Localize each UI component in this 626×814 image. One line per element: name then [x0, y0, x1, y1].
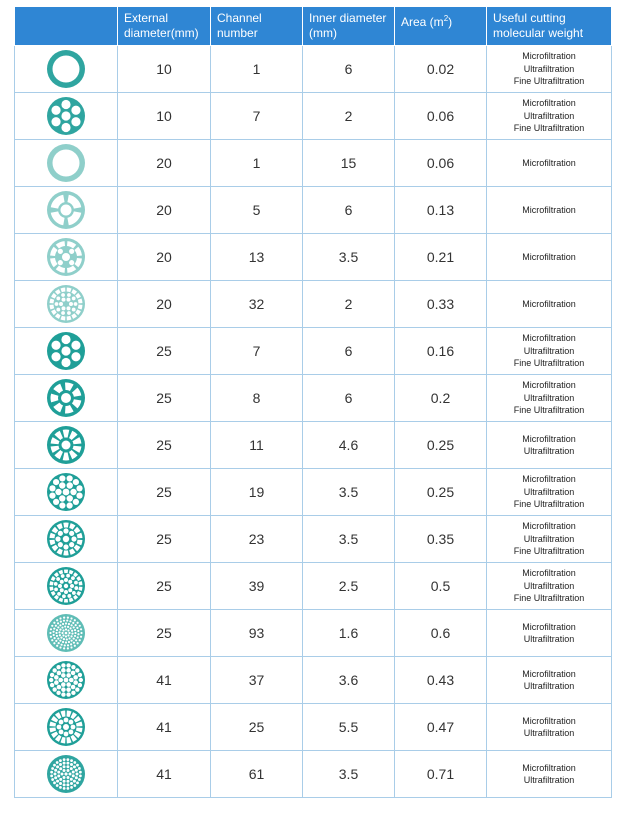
- external-diameter-cell: 41: [118, 751, 211, 798]
- filtration-type: Microfiltration: [522, 762, 576, 773]
- channel-cross-section-cell: [15, 422, 118, 469]
- useful-cutting-cell: [487, 657, 612, 704]
- inner-diameter-cell: 15: [303, 140, 395, 187]
- header-inner-diameter: Inner diameter (mm): [303, 7, 395, 46]
- header-area: [395, 7, 487, 46]
- useful-cutting-cell: [487, 422, 612, 469]
- external-diameter-cell: 25: [118, 469, 211, 516]
- channel-number-cell: 8: [211, 375, 303, 422]
- useful-cutting-cell: [487, 46, 612, 93]
- channel-number-cell: 11: [211, 422, 303, 469]
- nineteen-channel-icon: [46, 472, 86, 512]
- filtration-list: [522, 668, 576, 693]
- external-diameter-cell: 10: [118, 46, 211, 93]
- filtration-type: Microfiltration: [522, 668, 576, 679]
- header-channel-number: Channel number: [211, 7, 303, 46]
- table-row: [15, 93, 612, 140]
- table-row: [15, 375, 612, 422]
- area-cell: 0.06: [395, 140, 487, 187]
- table-row: [15, 469, 612, 516]
- filtration-list: [522, 621, 576, 646]
- filtration-list: [514, 473, 585, 511]
- filtration-list: [514, 50, 585, 88]
- filtration-type: Microfiltration: [522, 51, 576, 62]
- channel-cross-section-cell: [15, 187, 118, 234]
- external-diameter-cell: 25: [118, 563, 211, 610]
- channel-number-cell: 61: [211, 751, 303, 798]
- filtration-type: Ultrafiltration: [523, 681, 575, 691]
- table-row: [15, 704, 612, 751]
- channel-cross-section-cell: [15, 234, 118, 281]
- channel-number-cell: 5: [211, 187, 303, 234]
- area-cell: 0.02: [395, 46, 487, 93]
- filtration-type: Ultrafiltration: [523, 446, 575, 456]
- filtration-type: Microfiltration: [522, 204, 576, 215]
- filtration-type: Ultrafiltration: [523, 728, 575, 738]
- useful-cutting-cell: [487, 516, 612, 563]
- external-diameter-cell: 10: [118, 93, 211, 140]
- table-row: [15, 328, 612, 375]
- filtration-type: Fine Ultrafiltration: [513, 358, 585, 369]
- eight-channel-icon: [46, 378, 86, 418]
- inner-diameter-cell: 6: [303, 187, 395, 234]
- filtration-type: Microfiltration: [522, 157, 576, 168]
- useful-cutting-cell: [487, 469, 612, 516]
- filtration-type: Ultrafiltration: [523, 345, 575, 356]
- area-cell: 0.21: [395, 234, 487, 281]
- header-area-superscript: 2: [443, 14, 449, 23]
- table-row: [15, 751, 612, 798]
- table-row: [15, 516, 612, 563]
- spec-table-container: [14, 6, 611, 798]
- filtration-type: Fine Ultrafiltration: [513, 123, 585, 134]
- filtration-type: Microfiltration: [522, 568, 576, 579]
- filtration-type: Fine Ultrafiltration: [513, 76, 585, 87]
- filtration-type: Fine Ultrafiltration: [513, 546, 585, 557]
- header-useful-cutting: Useful cutting molecular weight: [487, 7, 612, 46]
- channel-cross-section-cell: [15, 563, 118, 610]
- table-row: [15, 422, 612, 469]
- inner-diameter-cell: 3.6: [303, 657, 395, 704]
- filtration-list: [522, 204, 576, 217]
- channel-number-cell: 23: [211, 516, 303, 563]
- area-cell: 0.71: [395, 751, 487, 798]
- useful-cutting-cell: [487, 140, 612, 187]
- filtration-type: Fine Ultrafiltration: [513, 593, 585, 604]
- area-cell: 0.13: [395, 187, 487, 234]
- inner-diameter-cell: 3.5: [303, 234, 395, 281]
- inner-diameter-cell: 6: [303, 46, 395, 93]
- area-cell: 0.6: [395, 610, 487, 657]
- channel-number-cell: 1: [211, 46, 303, 93]
- useful-cutting-cell: [487, 328, 612, 375]
- inner-diameter-cell: 5.5: [303, 704, 395, 751]
- single-channel-icon: [46, 143, 86, 183]
- external-diameter-cell: 20: [118, 140, 211, 187]
- filtration-list: [514, 332, 585, 370]
- external-diameter-cell: 20: [118, 281, 211, 328]
- channel-cross-section-cell: [15, 93, 118, 140]
- header-area-close: ): [448, 15, 453, 29]
- channel-number-cell: 93: [211, 610, 303, 657]
- channel-number-cell: 1: [211, 140, 303, 187]
- channel-number-cell: 39: [211, 563, 303, 610]
- channel-cross-section-cell: [15, 469, 118, 516]
- inner-diameter-cell: 2.5: [303, 563, 395, 610]
- channel-cross-section-cell: [15, 46, 118, 93]
- filtration-type: Ultrafiltration: [523, 392, 575, 403]
- membrane-spec-table: [14, 6, 612, 798]
- table-row: [15, 234, 612, 281]
- filtration-type: Ultrafiltration: [523, 634, 575, 644]
- external-diameter-cell: 20: [118, 187, 211, 234]
- area-cell: 0.16: [395, 328, 487, 375]
- channel-number-cell: 25: [211, 704, 303, 751]
- seven-channel-icon: [46, 331, 86, 371]
- filtration-type: Ultrafiltration: [523, 486, 575, 497]
- table-row: [15, 140, 612, 187]
- useful-cutting-cell: [487, 93, 612, 140]
- inner-diameter-cell: 3.5: [303, 751, 395, 798]
- filtration-type: Microfiltration: [522, 474, 576, 485]
- area-cell: 0.25: [395, 422, 487, 469]
- filtration-list: [522, 157, 576, 170]
- twentythree-channel-icon: [46, 519, 86, 559]
- channel-cross-section-cell: [15, 657, 118, 704]
- useful-cutting-cell: [487, 704, 612, 751]
- twentyfive-channel-icon: [46, 707, 86, 747]
- area-cell: 0.5: [395, 563, 487, 610]
- thirtyseven-channel-icon: [46, 660, 86, 700]
- five-channel-icon: [46, 190, 86, 230]
- inner-diameter-cell: 4.6: [303, 422, 395, 469]
- channel-number-cell: 19: [211, 469, 303, 516]
- filtration-type: Microfiltration: [522, 433, 576, 444]
- table-row: [15, 563, 612, 610]
- table-body: [15, 46, 612, 798]
- useful-cutting-cell: [487, 187, 612, 234]
- eleven-channel-icon: [46, 425, 86, 465]
- seven-channel-icon: [46, 96, 86, 136]
- channel-cross-section-cell: [15, 375, 118, 422]
- useful-cutting-cell: [487, 281, 612, 328]
- sixtyone-channel-icon: [46, 754, 86, 794]
- external-diameter-cell: 25: [118, 610, 211, 657]
- inner-diameter-cell: 2: [303, 93, 395, 140]
- filtration-type: Ultrafiltration: [523, 533, 575, 544]
- channel-number-cell: 7: [211, 328, 303, 375]
- channel-number-cell: 37: [211, 657, 303, 704]
- filtration-type: Fine Ultrafiltration: [513, 405, 585, 416]
- useful-cutting-cell: [487, 610, 612, 657]
- filtration-type: Ultrafiltration: [523, 580, 575, 591]
- ninetythree-channel-icon: [46, 613, 86, 653]
- filtration-list: [514, 520, 585, 558]
- inner-diameter-cell: 1.6: [303, 610, 395, 657]
- filtration-list: [522, 715, 576, 740]
- filtration-type: Ultrafiltration: [523, 775, 575, 785]
- thirteen-channel-icon: [46, 237, 86, 277]
- useful-cutting-cell: [487, 751, 612, 798]
- thirtynine-channel-icon: [46, 566, 86, 606]
- area-cell: 0.35: [395, 516, 487, 563]
- channel-cross-section-cell: [15, 610, 118, 657]
- external-diameter-cell: 20: [118, 234, 211, 281]
- channel-cross-section-cell: [15, 751, 118, 798]
- filtration-type: Microfiltration: [522, 621, 576, 632]
- external-diameter-cell: 25: [118, 328, 211, 375]
- header-area-label: Area (m: [401, 15, 444, 29]
- area-cell: 0.33: [395, 281, 487, 328]
- table-row: [15, 281, 612, 328]
- channel-cross-section-cell: [15, 328, 118, 375]
- inner-diameter-cell: 6: [303, 328, 395, 375]
- filtration-type: Microfiltration: [522, 521, 576, 532]
- area-cell: 0.25: [395, 469, 487, 516]
- inner-diameter-cell: 2: [303, 281, 395, 328]
- filtration-list: [522, 251, 576, 264]
- useful-cutting-cell: [487, 234, 612, 281]
- useful-cutting-cell: [487, 375, 612, 422]
- filtration-type: Microfiltration: [522, 298, 576, 309]
- inner-diameter-cell: 3.5: [303, 469, 395, 516]
- filtration-list: [522, 298, 576, 311]
- channel-cross-section-cell: [15, 140, 118, 187]
- thirtytwo-channel-icon: [46, 284, 86, 324]
- table-row: [15, 610, 612, 657]
- single-channel-icon: [46, 49, 86, 89]
- inner-diameter-cell: 3.5: [303, 516, 395, 563]
- filtration-list: [514, 567, 585, 605]
- external-diameter-cell: 41: [118, 704, 211, 751]
- channel-cross-section-cell: [15, 704, 118, 751]
- filtration-type: Microfiltration: [522, 715, 576, 726]
- external-diameter-cell: 41: [118, 657, 211, 704]
- area-cell: 0.47: [395, 704, 487, 751]
- useful-cutting-cell: [487, 563, 612, 610]
- table-row: [15, 187, 612, 234]
- filtration-type: Ultrafiltration: [523, 110, 575, 121]
- header-external-diameter: External diameter(mm): [118, 7, 211, 46]
- inner-diameter-cell: 6: [303, 375, 395, 422]
- header-icon-column: [15, 7, 118, 46]
- external-diameter-cell: 25: [118, 516, 211, 563]
- filtration-list: [522, 762, 576, 787]
- filtration-type: Microfiltration: [522, 333, 576, 344]
- channel-cross-section-cell: [15, 516, 118, 563]
- external-diameter-cell: 25: [118, 375, 211, 422]
- filtration-type: Microfiltration: [522, 251, 576, 262]
- filtration-type: Microfiltration: [522, 380, 576, 391]
- channel-cross-section-cell: [15, 281, 118, 328]
- filtration-type: Microfiltration: [522, 98, 576, 109]
- channel-number-cell: 13: [211, 234, 303, 281]
- area-cell: 0.2: [395, 375, 487, 422]
- external-diameter-cell: 25: [118, 422, 211, 469]
- table-row: [15, 46, 612, 93]
- table-row: [15, 657, 612, 704]
- filtration-type: Ultrafiltration: [523, 63, 575, 74]
- area-cell: 0.06: [395, 93, 487, 140]
- channel-number-cell: 32: [211, 281, 303, 328]
- area-cell: 0.43: [395, 657, 487, 704]
- channel-number-cell: 7: [211, 93, 303, 140]
- header-row: [15, 7, 612, 46]
- filtration-type: Fine Ultrafiltration: [513, 499, 585, 510]
- filtration-list: [514, 97, 585, 135]
- filtration-list: [522, 433, 576, 458]
- filtration-list: [514, 379, 585, 417]
